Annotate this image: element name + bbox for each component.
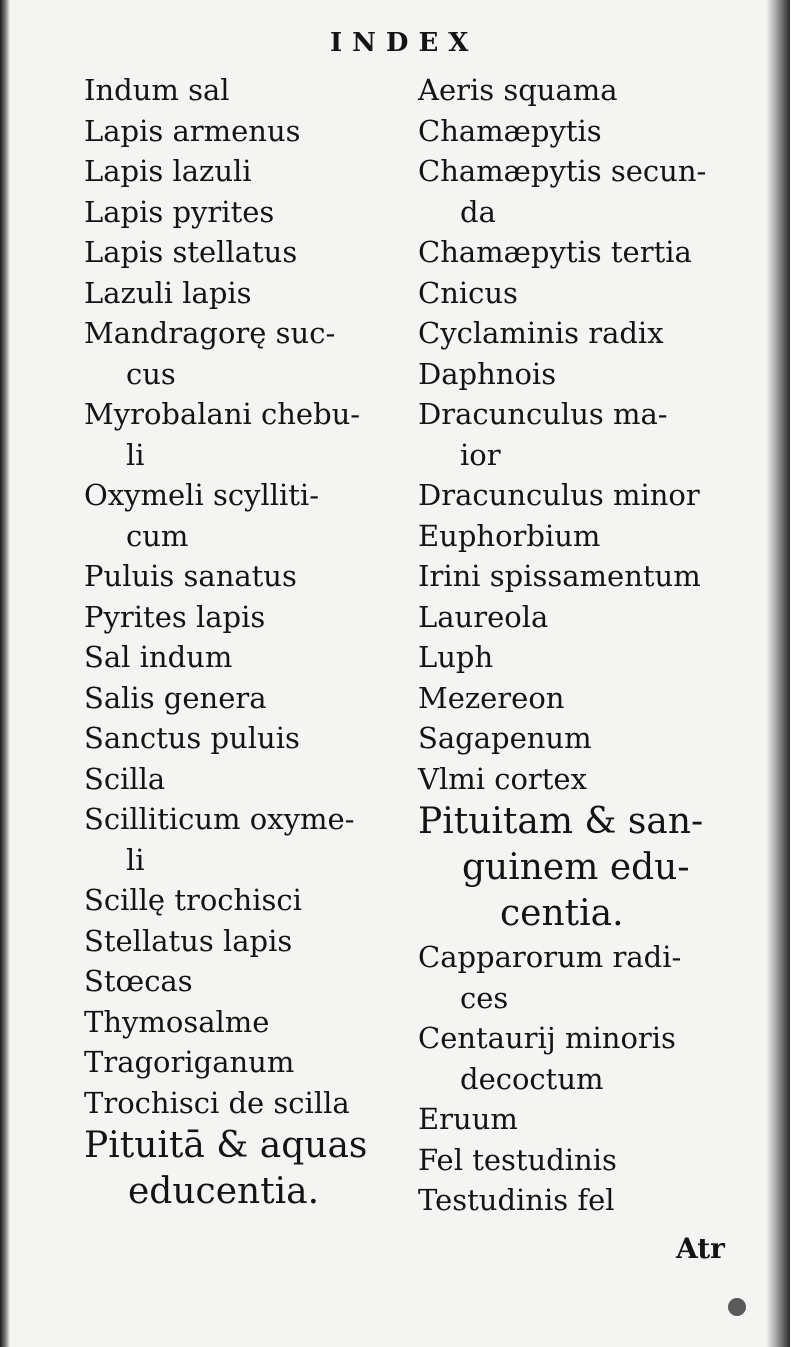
index-entry-continuation: decoctum	[460, 1061, 604, 1096]
index-entry: Scilliticum oxyme-	[84, 802, 355, 836]
index-entry: Daphnois	[418, 356, 557, 391]
index-entry: Chamæpytis tertia	[418, 235, 692, 269]
page-edge-left	[0, 0, 10, 1347]
index-entry: Myrobalani chebu-	[84, 397, 361, 431]
section-heading-continuation: educentia.	[128, 1171, 320, 1212]
running-header: INDEX	[330, 28, 479, 58]
index-entry-continuation: ior	[460, 437, 501, 472]
index-entry: Tragoriganum	[84, 1045, 295, 1079]
index-entry: Lapis stellatus	[84, 235, 298, 269]
index-entry: Sal indum	[84, 640, 233, 674]
index-entry: Testudinis fel	[418, 1183, 615, 1217]
index-column-left	[84, 70, 404, 1215]
index-entry: Chamæpytis secun-	[418, 154, 707, 188]
section-heading: Pituitam & san-	[418, 801, 704, 842]
index-entry: Lapis pyrites	[84, 194, 275, 229]
index-entry: Euphorbium	[418, 518, 601, 553]
index-entry: Oxymeli scylliti-	[84, 478, 320, 512]
page-edge-right	[766, 0, 790, 1347]
index-entry: Chamæpytis	[418, 113, 602, 148]
section-heading: Pituitā & aquas	[84, 1125, 368, 1166]
index-entry: Aeris squama	[418, 73, 618, 107]
index-entry: Cnicus	[418, 275, 518, 310]
index-entry-continuation: cus	[126, 356, 176, 391]
index-entry: Irini spissamentum	[418, 559, 701, 593]
index-entry: Laureola	[418, 599, 549, 634]
index-entry-continuation: li	[126, 437, 145, 472]
index-entry-continuation: li	[126, 842, 145, 877]
index-entry: Stœcas	[84, 964, 193, 998]
index-entry: Cyclaminis radix	[418, 316, 664, 350]
index-entry: Mezereon	[418, 680, 565, 715]
index-entry: Sanctus puluis	[84, 721, 300, 755]
index-entry: Fel testudinis	[418, 1142, 617, 1177]
index-entry: Lapis lazuli	[84, 154, 252, 188]
index-entry: Puluis sanatus	[84, 559, 297, 593]
index-entry: Mandragorę suc-	[84, 316, 336, 350]
index-entry: Dracunculus minor	[418, 478, 700, 512]
index-column-right	[418, 70, 738, 1221]
section-heading-continuation: guinem edu-	[462, 847, 690, 888]
index-entry: Dracunculus ma-	[418, 397, 668, 431]
index-entry: Capparorum radi-	[418, 940, 682, 974]
ink-spot	[728, 1298, 746, 1316]
index-entry: Salis genera	[84, 680, 267, 715]
section-heading-continuation: centia.	[500, 893, 624, 934]
index-entry-continuation: cum	[126, 518, 189, 553]
index-entry: Pyrites lapis	[84, 599, 266, 634]
catchword: Atr	[676, 1232, 725, 1265]
index-entry-continuation: da	[460, 194, 496, 229]
index-entry-continuation: ces	[460, 980, 509, 1015]
index-entry: Vlmi cortex	[418, 761, 587, 796]
index-entry: Stellatus lapis	[84, 923, 293, 958]
index-entry: Indum sal	[84, 73, 230, 107]
index-entry: Centaurij minoris	[418, 1021, 676, 1055]
index-entry: Eruum	[418, 1102, 518, 1136]
index-entry: Lazuli lapis	[84, 275, 252, 310]
index-entry: Luph	[418, 640, 494, 674]
index-entry: Scillę trochisci	[84, 883, 302, 917]
index-entry: Thymosalme	[84, 1004, 270, 1039]
index-entry: Lapis armenus	[84, 113, 301, 148]
index-entry: Sagapenum	[418, 721, 592, 755]
index-entry: Trochisci de scilla	[84, 1085, 350, 1120]
index-entry: Scilla	[84, 761, 166, 796]
